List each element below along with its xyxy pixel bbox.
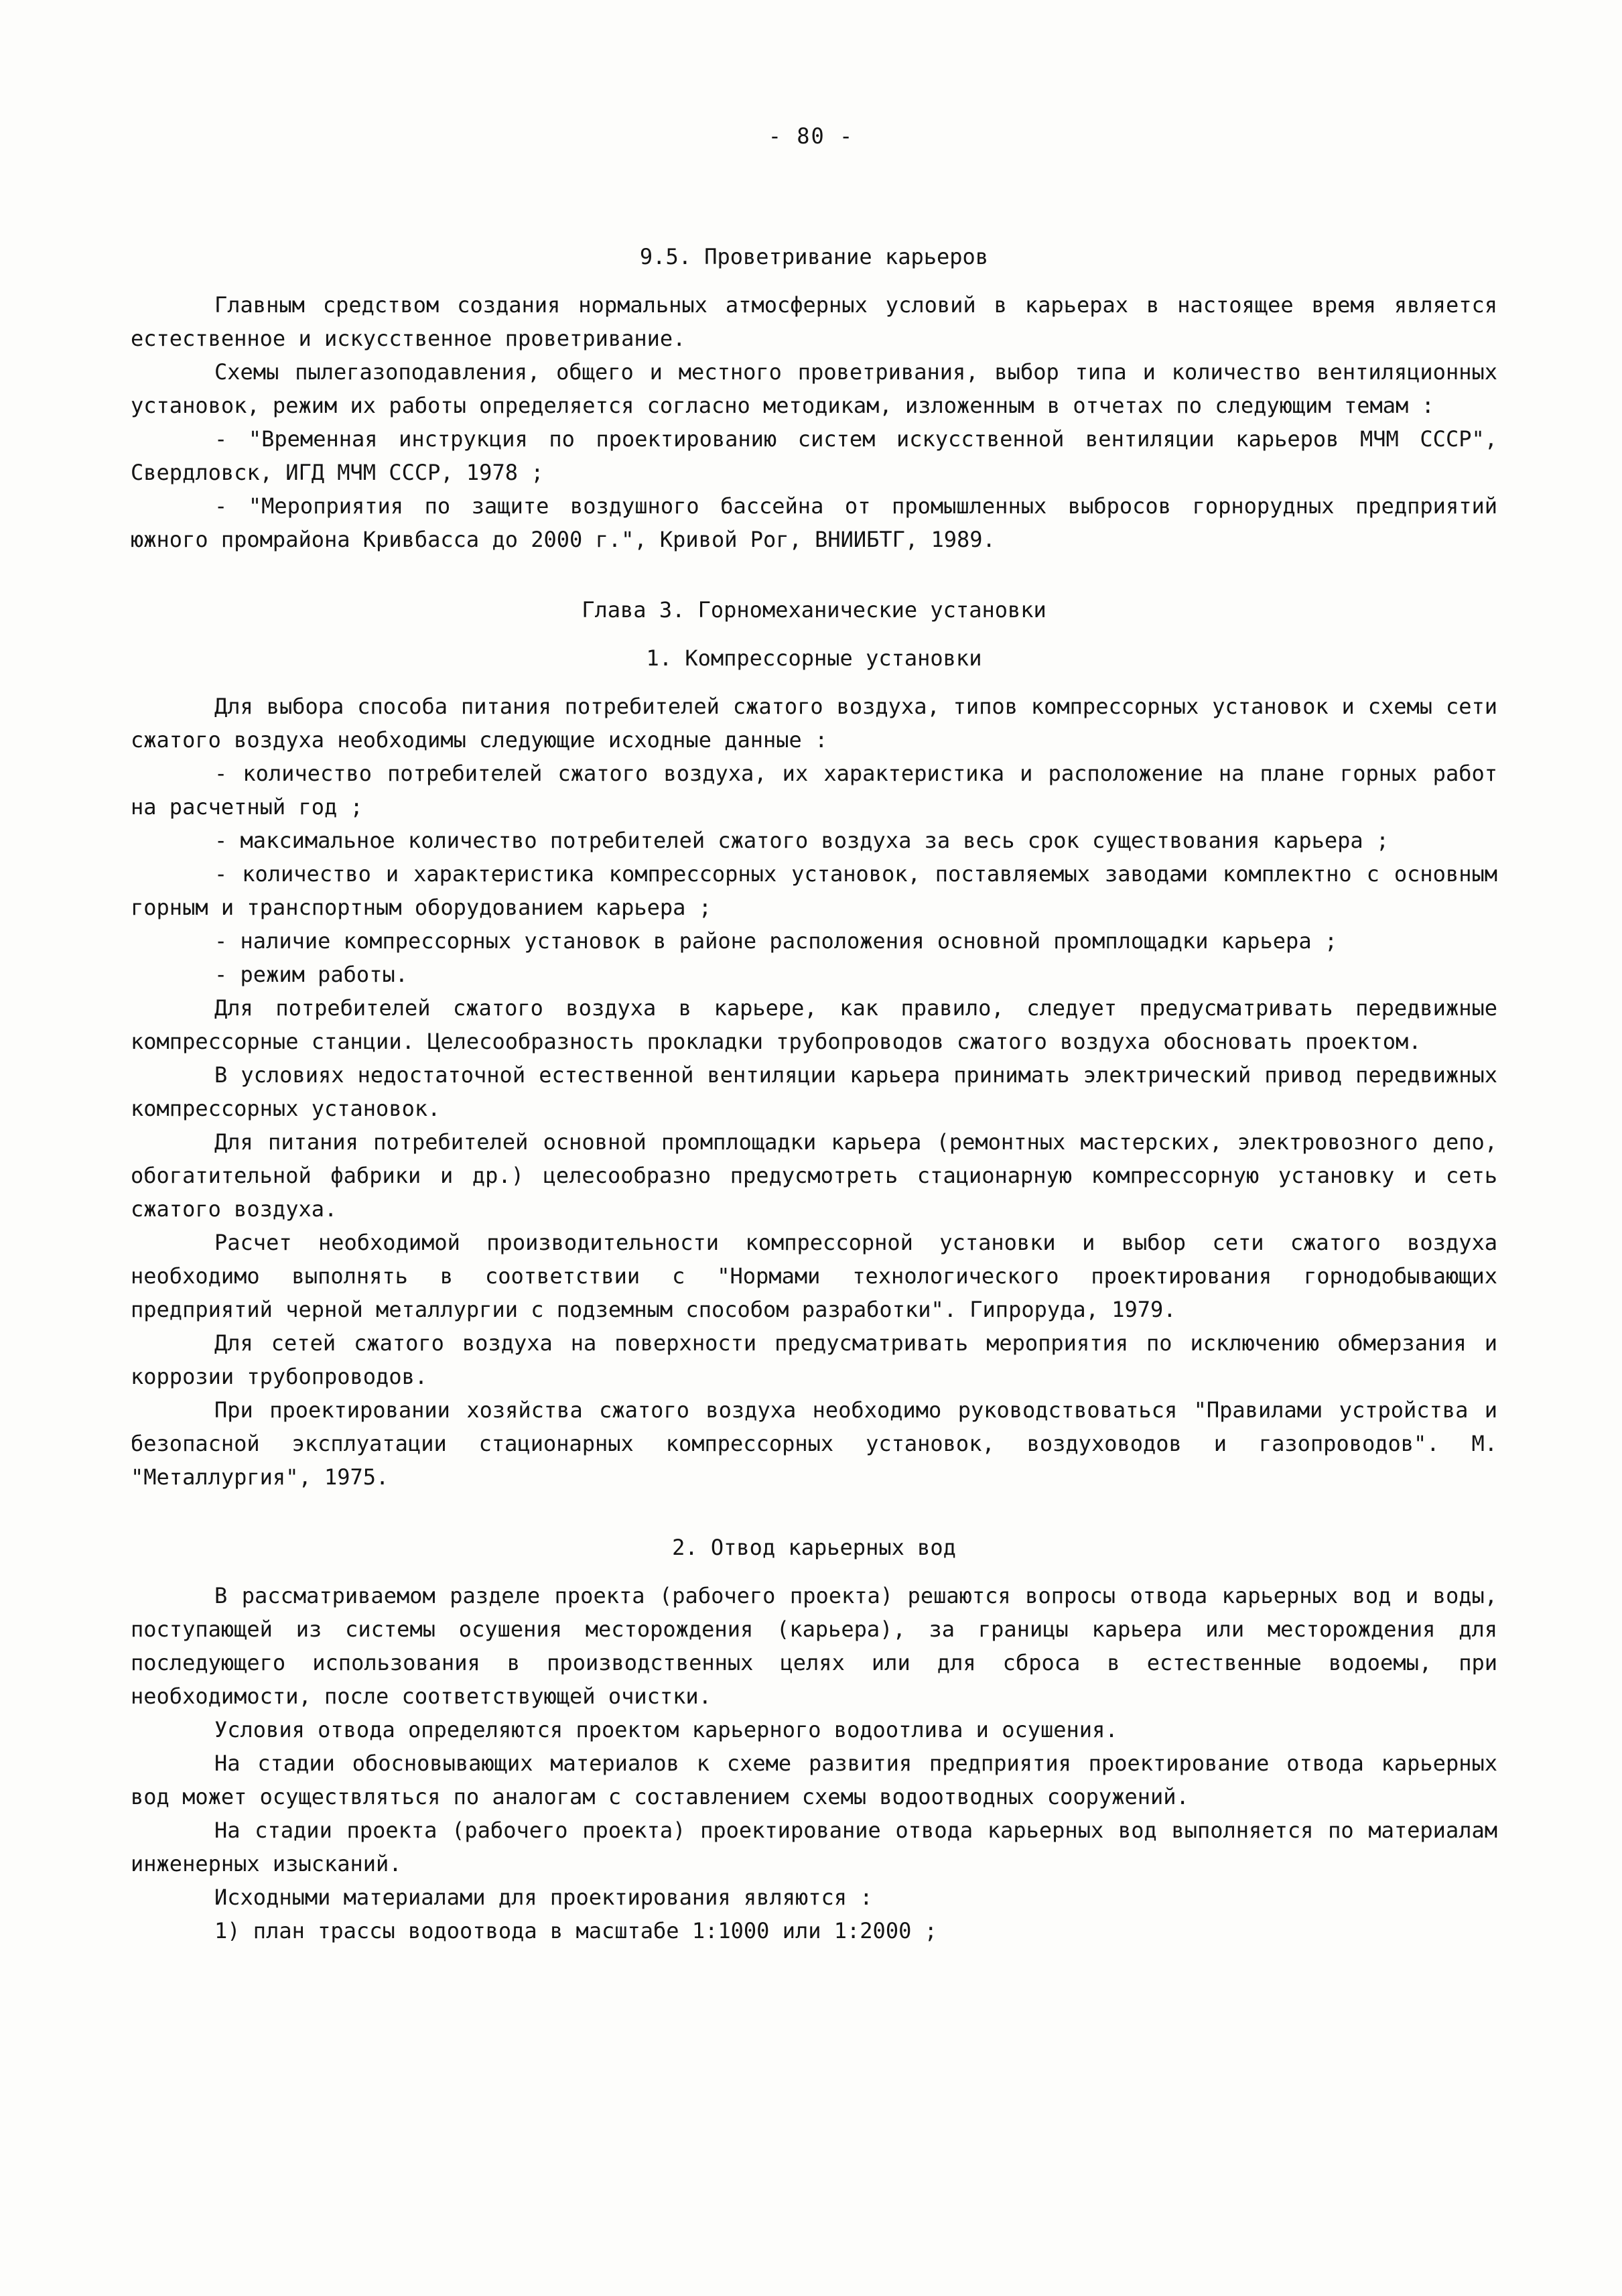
paragraph: - количество потребителей сжатого воздуха, их характеристика и расположение на плане горных работ на расчетный год ; — [131, 761, 1497, 820]
paragraph: - "Мероприятия по защите воздушного бассейна от промышленных выбросов горнорудных предприятий южного промрайона Кривбасса до 2000 г.", Кривой Рог, ВНИИБТГ, 1989. — [131, 493, 1497, 552]
paragraph: - наличие компрессорных установок в районе расположения основной промплощадки карьера ; — [214, 928, 1338, 954]
paragraph: - "Временная инструкция по проектированию систем искусственной вентиляции карьеров МЧМ СССР", Свердловск, ИГД МЧМ СССР, 1978 ; — [131, 426, 1497, 485]
paragraph: Схемы пылегазоподавления, общего и местного проветривания, выбор типа и количество вентиляционных установок, режим их работы определяется согласно методикам, изложенным в отчетах по следующим темам : — [131, 359, 1497, 418]
spacer — [131, 675, 1497, 690]
paragraph: На стадии проекта (рабочего проекта) проектирование отвода карьерных вод выполняется по материалам инженерных изысканий. — [131, 1817, 1497, 1876]
paragraph: - максимальное количество потребителей сжатого воздуха за весь срок существования карьера ; — [214, 828, 1390, 853]
spacer — [131, 1494, 1497, 1531]
spacer — [131, 556, 1497, 593]
paragraph: В рассматриваемом разделе проекта (рабочего проекта) решаются вопросы отвода карьерных вод и воды, поступающей из системы осушения месторождения (карьера), за границы карьера или месторождения для последующего использования в производственных целях или для сброса в естественные водоемы, при необходимости, после соответствующей очистки. — [131, 1583, 1497, 1709]
paragraph: Для потребителей сжатого воздуха в карьере, как правило, следует предусматривать передвижные компрессорные станции. Целесообразность прокладки трубопроводов сжатого воздуха обосновать проектом. — [131, 995, 1497, 1054]
paragraph: - количество и характеристика компрессорных установок, поставляемых заводами комплектно с основным горным и транспортным оборудованием карьера ; — [131, 861, 1497, 920]
paragraph: Исходными материалами для проектирования являются : — [214, 1885, 873, 1910]
section-heading: 1. Компрессорные установки — [646, 645, 982, 671]
paragraph: Условия отвода определяются проектом карьерного водоотлива и осушения. — [214, 1717, 1118, 1742]
section-heading: 9.5. Проветривание карьеров — [639, 244, 989, 269]
spacer — [131, 273, 1497, 288]
section-heading: 2. Отвод карьерных вод — [672, 1535, 956, 1560]
paragraph: Расчет необходимой производительности компрессорной установки и выбор сети сжатого воздуха необходимо выполнять в соответствии с "Нормами технологического проектирования горнодобывающих предприятий черной металлургии с подземным способом разработки". Гипроруда, 1979. — [131, 1230, 1497, 1322]
paragraph: Для питания потребителей основной промплощадки карьера (ремонтных мастерских, электровозного депо, обогатительной фабрики и др.) целесообразно предусмотреть стационарную компрессорную установку и сеть сжатого воздуха. — [131, 1129, 1497, 1222]
document-body — [131, 240, 1497, 1948]
spacer — [131, 1564, 1497, 1579]
paragraph: 1) план трассы водоотвода в масштабе 1:1000 или 1:2000 ; — [214, 1918, 937, 1943]
paragraph: На стадии обосновывающих материалов к схеме развития предприятия проектирование отвода карьерных вод может осуществляться по аналогам с составлением схемы водоотводных сооружений. — [131, 1750, 1497, 1809]
paragraph: В условиях недостаточной естественной вентиляции карьера принимать электрический привод передвижных компрессорных установок. — [131, 1062, 1497, 1121]
paragraph: При проектировании хозяйства сжатого воздуха необходимо руководствоваться "Правилами устройства и безопасной эксплуатации стационарных компрессорных установок, воздуховодов и газопроводов". М. "Металлургия", 1975. — [131, 1397, 1497, 1490]
section-heading: Глава 3. Горномеханические установки — [582, 597, 1046, 623]
paragraph: Для сетей сжатого воздуха на поверхности предусматривать мероприятия по исключению обмерзания и коррозии трубопроводов. — [131, 1330, 1497, 1389]
paragraph: Главным средством создания нормальных атмосферных условий в карьерах в настоящее время является естественное и искусственное проветривание. — [131, 292, 1497, 351]
paragraph: Для выбора способа питания потребителей сжатого воздуха, типов компрессорных установок и схемы сети сжатого воздуха необходимы следующие исходные данные : — [131, 694, 1497, 753]
page-number: - 80 - — [768, 123, 854, 149]
paragraph: - режим работы. — [214, 962, 408, 987]
spacer — [131, 627, 1497, 641]
